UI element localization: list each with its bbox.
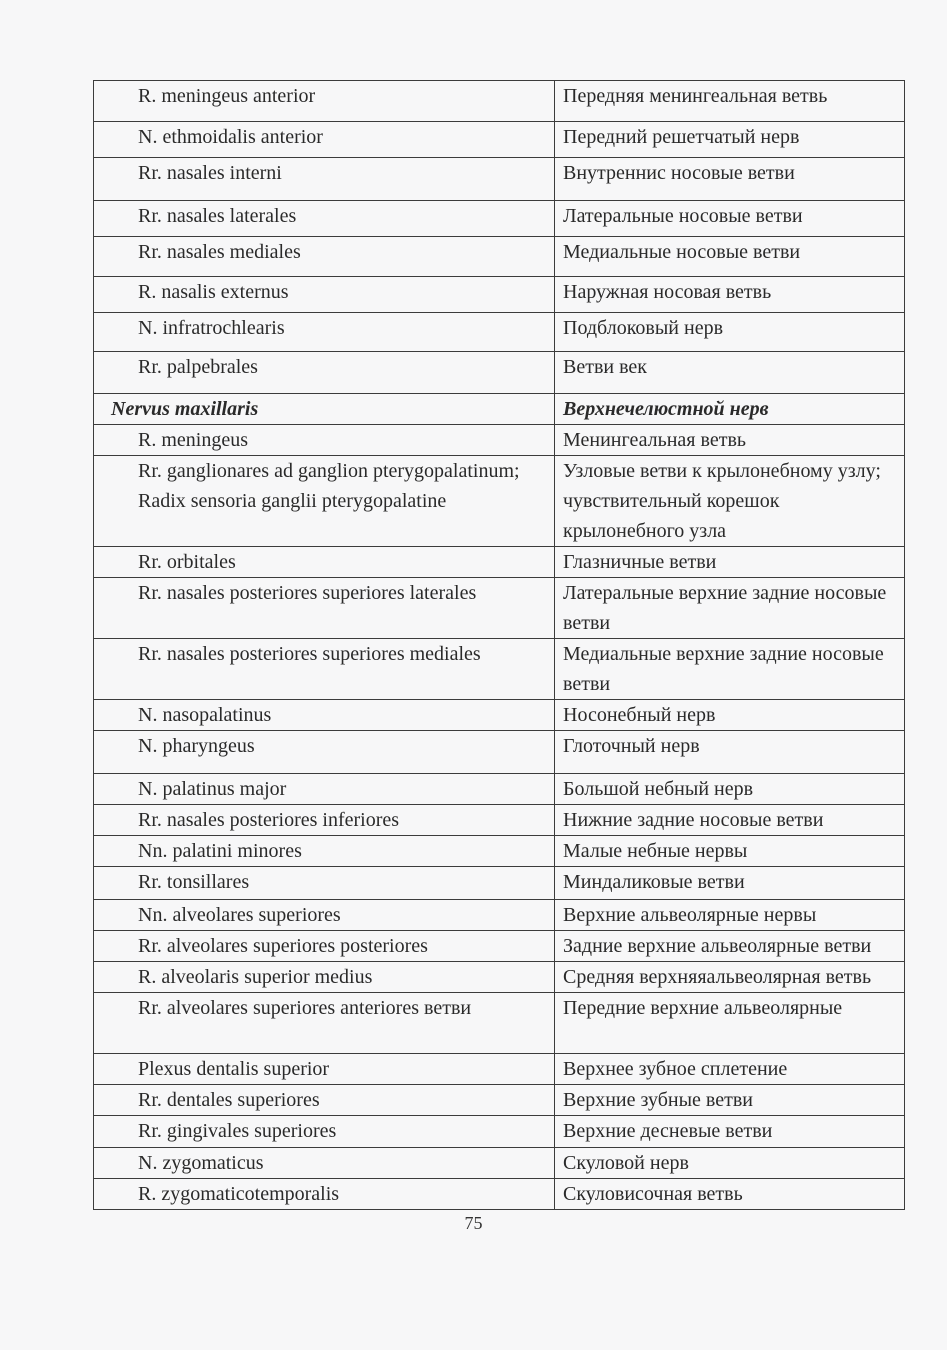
russian-term-cell: Нижние задние носовые ветви [555, 805, 905, 836]
latin-term-cell: Plexus dentalis superior [94, 1054, 555, 1085]
russian-term-cell: Малые небные нервы [555, 836, 905, 867]
table-row [94, 900, 905, 931]
russian-term-cell: Средняя верхняяальвеолярная ветвь [555, 962, 905, 993]
latin-term-cell: Rr. ganglionares ad ganglion pterygopalatinum; Radix sensoria ganglii pterygopalatine [94, 456, 555, 547]
latin-term-cell: Rr. alveolares superiores posteriores [94, 931, 555, 962]
table-row [94, 1116, 905, 1148]
latin-term-cell: N. infratrochlearis [94, 313, 555, 352]
latin-term-cell: N. zygomaticus [94, 1148, 555, 1179]
table-row [94, 731, 905, 774]
latin-term-cell: Rr. orbitales [94, 547, 555, 578]
latin-term-cell: Rr. alveolares superiores anteriores ветви [94, 993, 555, 1054]
table-row [94, 547, 905, 578]
table-row [94, 201, 905, 237]
table-row [94, 313, 905, 352]
russian-term-cell: Скуловой нерв [555, 1148, 905, 1179]
latin-term-cell: Rr. nasales posteriores superiores laterales [94, 578, 555, 639]
table-row [94, 774, 905, 805]
latin-term-cell: Nn. palatini minores [94, 836, 555, 867]
russian-term-cell: Скуловисочная ветвь [555, 1179, 905, 1210]
latin-term-cell: Rr. tonsillares [94, 867, 555, 900]
latin-term-cell: Rr. nasales mediales [94, 237, 555, 277]
latin-term-cell: Rr. nasales posteriores inferiores [94, 805, 555, 836]
russian-term-cell: Передние верхние альвеолярные [555, 993, 905, 1054]
latin-term-cell: R. nasalis externus [94, 277, 555, 313]
latin-term-cell: Rr. nasales laterales [94, 201, 555, 237]
table-row [94, 1148, 905, 1179]
latin-term-cell: Rr. palpebrales [94, 352, 555, 394]
russian-term-cell: Верхнее зубное сплетение [555, 1054, 905, 1085]
russian-term-cell: Менингеальная ветвь [555, 425, 905, 456]
russian-term-cell: Верхние десневые ветви [555, 1116, 905, 1148]
russian-term-cell: Медиальные верхние задние носовые ветви [555, 639, 905, 700]
table-row [94, 158, 905, 201]
latin-term-cell: Nn. alveolares superiores [94, 900, 555, 931]
table-row [94, 81, 905, 122]
latin-term-cell: Rr. nasales interni [94, 158, 555, 201]
russian-term-cell: Верхние альвеолярные нервы [555, 900, 905, 931]
table-row [94, 122, 905, 158]
table-row [94, 962, 905, 993]
russian-term-cell: Верхнечелюстной нерв [555, 394, 905, 425]
russian-term-cell: Носонебный нерв [555, 700, 905, 731]
table-row [94, 578, 905, 639]
russian-term-cell: Подблоковый нерв [555, 313, 905, 352]
russian-term-cell: Миндаликовые ветви [555, 867, 905, 900]
russian-term-cell: Глоточный нерв [555, 731, 905, 774]
russian-term-cell: Латеральные носовые ветви [555, 201, 905, 237]
latin-term-cell: Rr. nasales posteriores superiores mediales [94, 639, 555, 700]
russian-term-cell: Передний решетчатый нерв [555, 122, 905, 158]
latin-term-cell: N. palatinus major [94, 774, 555, 805]
table-row [94, 237, 905, 277]
table-row [94, 1054, 905, 1085]
russian-term-cell: Латеральные верхние задние носовые ветви [555, 578, 905, 639]
latin-term-cell: R. meningeus anterior [94, 81, 555, 122]
russian-term-cell: Большой небный нерв [555, 774, 905, 805]
nerve-terminology-table [93, 80, 905, 1210]
russian-term-cell: Наружная носовая ветвь [555, 277, 905, 313]
latin-term-cell: N. nasopalatinus [94, 700, 555, 731]
table-row [94, 456, 905, 547]
russian-term-cell: Ветви век [555, 352, 905, 394]
table-row [94, 867, 905, 900]
table-row [94, 700, 905, 731]
latin-term-cell: R. alveolaris superior medius [94, 962, 555, 993]
table-row [94, 425, 905, 456]
latin-term-cell: Rr. dentales superiores [94, 1085, 555, 1116]
table-body [94, 81, 905, 1210]
table-row [94, 277, 905, 313]
table-row [94, 805, 905, 836]
table-row [94, 639, 905, 700]
latin-term-cell: R. zygomaticotemporalis [94, 1179, 555, 1210]
latin-term-cell: Rr. gingivales superiores [94, 1116, 555, 1148]
russian-term-cell: Глазничные ветви [555, 547, 905, 578]
latin-term-cell: N. pharyngeus [94, 731, 555, 774]
latin-term-cell: Nervus maxillaris [94, 394, 555, 425]
russian-term-cell: Задние верхние альвеолярные ветви [555, 931, 905, 962]
table-row [94, 1085, 905, 1116]
russian-term-cell: Передняя менингеальная ветвь [555, 81, 905, 122]
table-row [94, 1179, 905, 1210]
russian-term-cell: Верхние зубные ветви [555, 1085, 905, 1116]
russian-term-cell: Узловые ветви к крылонебному узлу; чувствительный корешок крылонебного узла [555, 456, 905, 547]
table-section-header-row [94, 394, 905, 425]
latin-term-cell: R. meningeus [94, 425, 555, 456]
table-row [94, 352, 905, 394]
table-row [94, 836, 905, 867]
latin-term-cell: N. ethmoidalis anterior [94, 122, 555, 158]
table-row [94, 931, 905, 962]
russian-term-cell: Внутреннис носовые ветви [555, 158, 905, 201]
table-row [94, 993, 905, 1054]
page-number: 75 [464, 1213, 483, 1233]
russian-term-cell: Медиальные носовые ветви [555, 237, 905, 277]
